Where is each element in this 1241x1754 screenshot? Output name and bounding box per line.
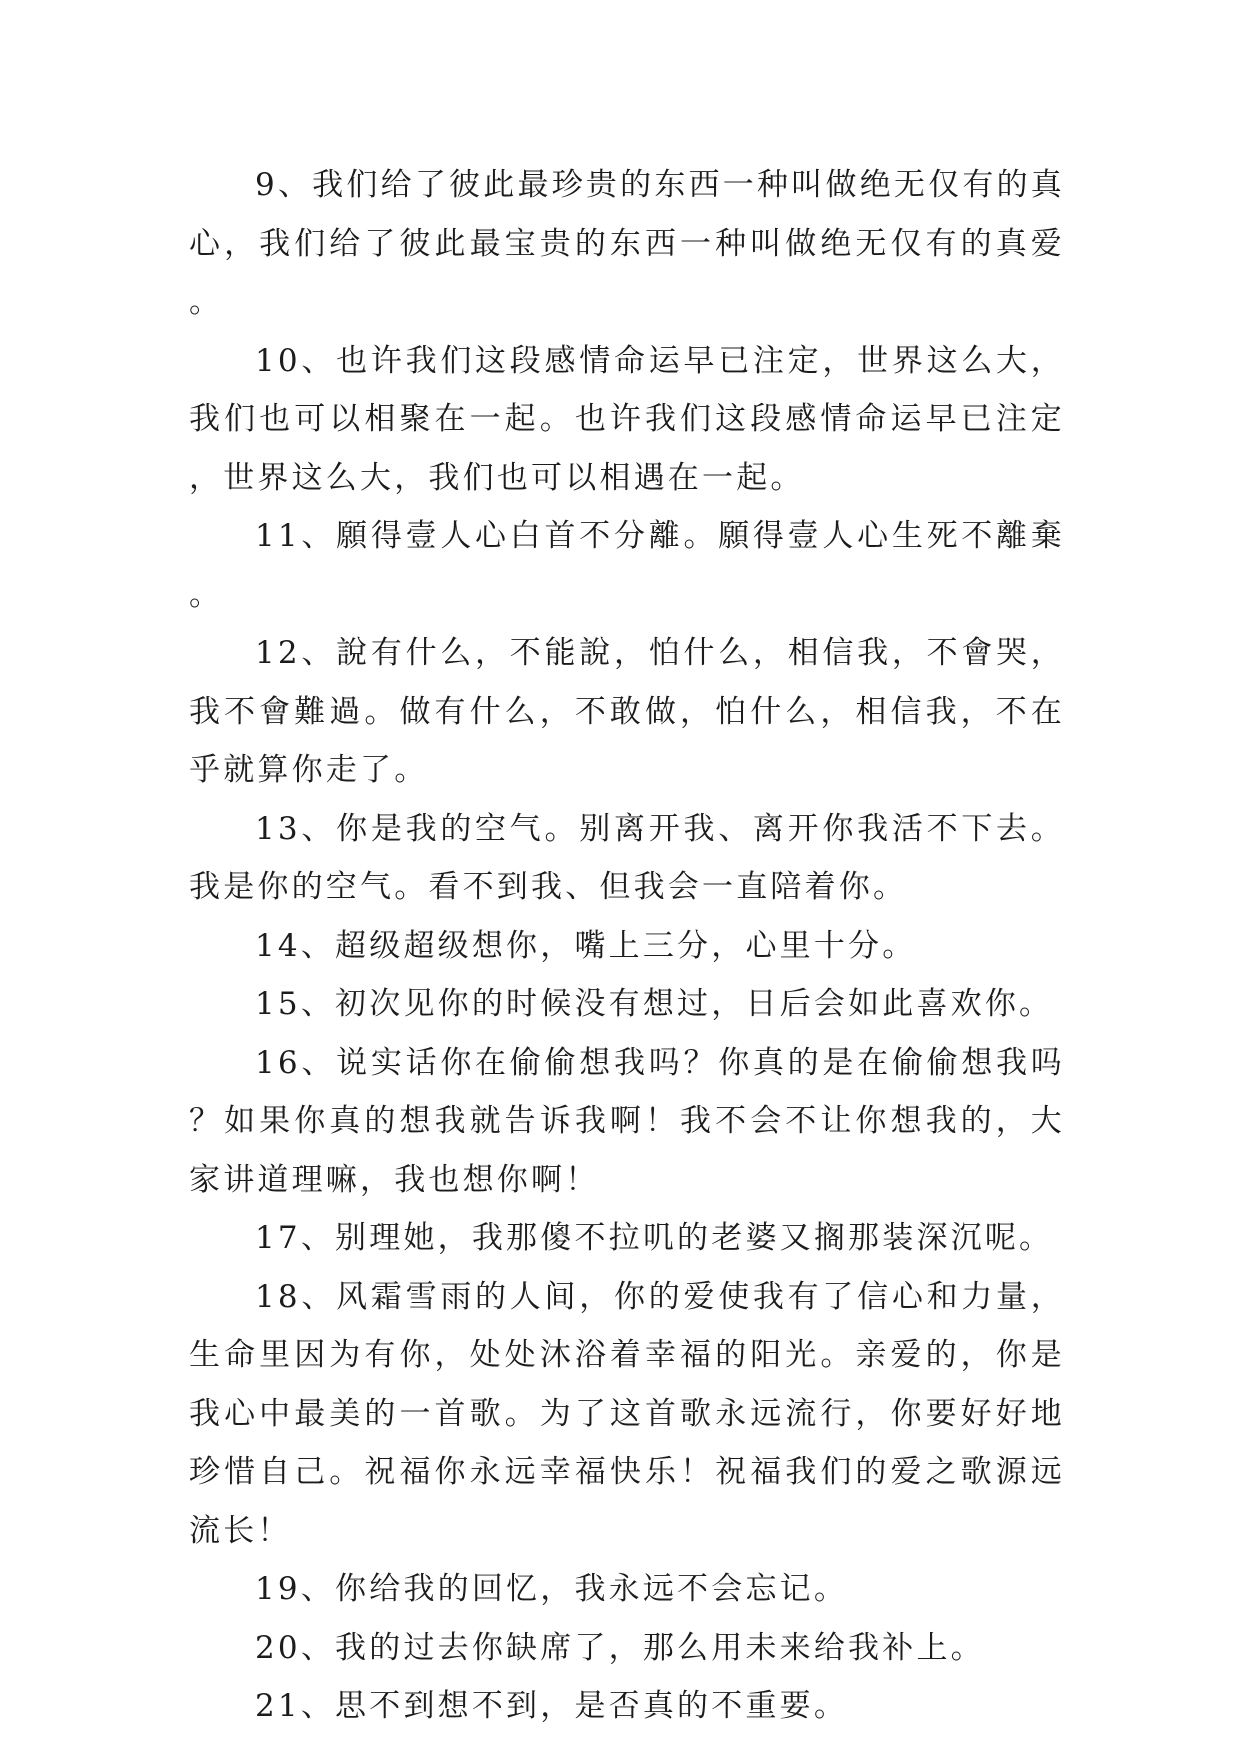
- paragraph-15: 15、初次见你的时候没有想过，日后会如此喜欢你。: [255, 986, 1054, 1022]
- paragraph-9: 9、我们给了彼此最珍贵的东西一种叫做绝无仅有的真心，我们给了彼此最宝贵的东西一种叫做绝无仅有的真爱。: [189, 167, 1065, 320]
- paragraph-10: 10、也许我们这段感情命运早已注定，世界这么大，我们也可以相聚在一起。也许我们这段感情命运早已注定，世界这么大，我们也可以相遇在一起。: [189, 342, 1065, 496]
- paragraph-21: 21、思不到想不到，是否真的不重要。: [255, 1688, 849, 1724]
- paragraph-12: 12、說有什么，不能說，怕什么，相信我，不會哭，我不會難過。做有什么，不敢做，怕什么，相信我，不在乎就算你走了。: [189, 635, 1065, 788]
- paragraph-19: 19、你给我的回忆，我永远不会忘记。: [255, 1571, 849, 1607]
- paragraph-18: 18、风霜雪雨的人间，你的爱使我有了信心和力量，生命里因为有你，处处沐浴着幸福的阳光。亲爱的，你是我心中最美的一首歌。为了这首歌永远流行，你要好好地珍惜自己。祝福你永远幸福快乐！祝福我们的爱之歌源远流长！: [189, 1278, 1065, 1549]
- paragraph-13: 13、你是我的空气。别离开我、离开你我活不下去。我是你的空气。看不到我、但我会一直陪着你。: [189, 810, 1065, 905]
- paragraph-20: 20、我的过去你缺席了，那么用未来给我补上。: [255, 1629, 985, 1666]
- paragraph-17: 17、别理她，我那傻不拉叽的老婆又搁那装深沉呢。: [255, 1220, 1054, 1256]
- paragraph-16: 16、说实话你在偷偷想我吗？你真的是在偷偷想我吗？如果你真的想我就告诉我啊！我不会不让你想我的，大家讲道理嘛，我也想你啊！: [189, 1044, 1065, 1198]
- document-body: [189, 156, 1065, 1736]
- paragraph-11: 11、願得壹人心白首不分離。願得壹人心生死不離棄。: [189, 518, 1065, 613]
- paragraph-14: 14、超级超级想你，嘴上三分，心里十分。: [255, 927, 917, 964]
